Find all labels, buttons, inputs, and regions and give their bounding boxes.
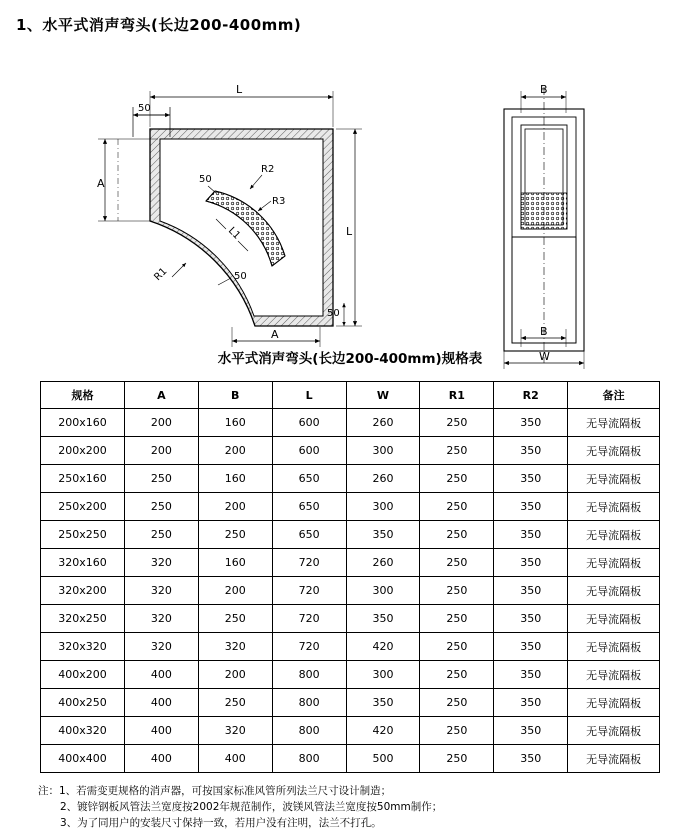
- cell-a: 400: [124, 745, 198, 773]
- cell-spec: 250x160: [41, 465, 125, 493]
- note-line: 3、为了同用户的安装尺寸保持一致，若用户没有注明，法兰不打孔。: [60, 817, 382, 829]
- cell-r1: 250: [420, 549, 494, 577]
- cell-r1: 250: [420, 745, 494, 773]
- cell-r1: 250: [420, 633, 494, 661]
- cell-r1: 250: [420, 521, 494, 549]
- cell-r2: 350: [494, 493, 568, 521]
- cell-r1: 250: [420, 409, 494, 437]
- table-row: [41, 549, 660, 577]
- cell-l: 650: [272, 465, 346, 493]
- note-line: 2、镀锌钢板风管法兰宽度按2002年规范制作，波镁风管法兰宽度按50mm制作；: [60, 801, 443, 813]
- svg-text:50: 50: [327, 308, 340, 319]
- cell-l: 800: [272, 661, 346, 689]
- cell-remark: 无导流隔板: [568, 521, 660, 549]
- cell-b: 200: [198, 577, 272, 605]
- cell-b: 250: [198, 689, 272, 717]
- cell-remark: 无导流隔板: [568, 689, 660, 717]
- cell-r2: 350: [494, 549, 568, 577]
- svg-text:W: W: [539, 350, 550, 363]
- svg-text:B: B: [540, 325, 548, 338]
- cell-l: 720: [272, 577, 346, 605]
- cell-l: 600: [272, 409, 346, 437]
- svg-text:R1: R1: [152, 265, 170, 284]
- cell-spec: 400x200: [41, 661, 125, 689]
- cell-spec: 250x200: [41, 493, 125, 521]
- cell-spec: 320x160: [41, 549, 125, 577]
- cell-remark: 无导流隔板: [568, 605, 660, 633]
- column-header: B: [198, 382, 272, 409]
- cell-remark: 无导流隔板: [568, 745, 660, 773]
- svg-text:L: L: [236, 83, 243, 96]
- cell-l: 650: [272, 493, 346, 521]
- table-row: [41, 409, 660, 437]
- cell-l: 600: [272, 437, 346, 465]
- cell-a: 250: [124, 465, 198, 493]
- column-header: 规格: [41, 382, 125, 409]
- cell-r1: 250: [420, 605, 494, 633]
- cell-remark: 无导流隔板: [568, 717, 660, 745]
- cell-spec: 320x250: [41, 605, 125, 633]
- column-header: L: [272, 382, 346, 409]
- cell-r2: 350: [494, 465, 568, 493]
- table-row: [41, 633, 660, 661]
- column-header: A: [124, 382, 198, 409]
- svg-text:A: A: [97, 177, 105, 190]
- cell-a: 320: [124, 633, 198, 661]
- cell-spec: 400x400: [41, 745, 125, 773]
- cell-spec: 400x320: [41, 717, 125, 745]
- cell-remark: 无导流隔板: [568, 409, 660, 437]
- table-row: [41, 437, 660, 465]
- cell-r1: 250: [420, 689, 494, 717]
- cell-l: 650: [272, 521, 346, 549]
- cell-a: 400: [124, 689, 198, 717]
- cell-w: 350: [346, 521, 420, 549]
- cell-remark: 无导流隔板: [568, 465, 660, 493]
- cell-spec: 400x250: [41, 689, 125, 717]
- cell-r1: 250: [420, 661, 494, 689]
- cell-l: 720: [272, 605, 346, 633]
- cell-a: 250: [124, 493, 198, 521]
- cell-w: 350: [346, 605, 420, 633]
- svg-text:R3: R3: [272, 196, 286, 207]
- cell-a: 200: [124, 437, 198, 465]
- cell-r1: 250: [420, 437, 494, 465]
- table-row: [41, 689, 660, 717]
- table-row: [41, 717, 660, 745]
- cell-spec: 250x250: [41, 521, 125, 549]
- cell-w: 300: [346, 577, 420, 605]
- cell-b: 320: [198, 633, 272, 661]
- column-header: R2: [494, 382, 568, 409]
- cell-b: 320: [198, 717, 272, 745]
- cell-w: 500: [346, 745, 420, 773]
- cell-w: 260: [346, 409, 420, 437]
- cell-a: 320: [124, 549, 198, 577]
- cell-remark: 无导流隔板: [568, 633, 660, 661]
- cell-w: 260: [346, 465, 420, 493]
- table-row: [41, 577, 660, 605]
- table-row: [41, 465, 660, 493]
- cell-w: 420: [346, 633, 420, 661]
- cell-w: 260: [346, 549, 420, 577]
- cell-w: 420: [346, 717, 420, 745]
- cell-r1: 250: [420, 465, 494, 493]
- cell-spec: 320x200: [41, 577, 125, 605]
- cell-w: 300: [346, 661, 420, 689]
- notes-block: [38, 783, 700, 831]
- cell-b: 160: [198, 465, 272, 493]
- column-header: W: [346, 382, 420, 409]
- cell-remark: 无导流隔板: [568, 577, 660, 605]
- cell-a: 320: [124, 577, 198, 605]
- svg-text:A: A: [271, 328, 279, 341]
- cell-b: 200: [198, 661, 272, 689]
- cell-l: 800: [272, 689, 346, 717]
- table-row: [41, 493, 660, 521]
- table-row: [41, 745, 660, 773]
- cell-l: 720: [272, 633, 346, 661]
- cell-w: 350: [346, 689, 420, 717]
- cell-l: 800: [272, 745, 346, 773]
- note-line: 注：1、若需变更规格的消声器，可按国家标准风管所列法兰尺寸设计制造；: [38, 785, 392, 797]
- cell-l: 800: [272, 717, 346, 745]
- table-row: [41, 661, 660, 689]
- table-row: [41, 521, 660, 549]
- svg-text:50: 50: [234, 271, 247, 282]
- cell-remark: 无导流隔板: [568, 493, 660, 521]
- svg-text:L: L: [346, 225, 353, 238]
- column-header: 备注: [568, 382, 660, 409]
- svg-text:L1: L1: [225, 225, 243, 242]
- cell-r2: 350: [494, 717, 568, 745]
- cell-a: 200: [124, 409, 198, 437]
- cell-r2: 350: [494, 661, 568, 689]
- cell-a: 320: [124, 605, 198, 633]
- cell-spec: 320x320: [41, 633, 125, 661]
- table-caption: 水平式消声弯头(长边200-400mm)规格表: [217, 351, 483, 367]
- cell-r2: 350: [494, 437, 568, 465]
- cell-b: 160: [198, 409, 272, 437]
- svg-text:50: 50: [199, 174, 212, 185]
- cell-spec: 200x160: [41, 409, 125, 437]
- cell-r2: 350: [494, 689, 568, 717]
- svg-text:R2: R2: [261, 164, 275, 175]
- cell-b: 160: [198, 549, 272, 577]
- cell-remark: 无导流隔板: [568, 549, 660, 577]
- cell-b: 400: [198, 745, 272, 773]
- cell-r1: 250: [420, 493, 494, 521]
- table-row: [41, 605, 660, 633]
- cell-r1: 250: [420, 577, 494, 605]
- page-title: 1、水平式消声弯头(长边200-400mm): [16, 16, 302, 34]
- cell-spec: 200x200: [41, 437, 125, 465]
- cell-remark: 无导流隔板: [568, 437, 660, 465]
- table-header-row: [41, 382, 660, 409]
- cell-r1: 250: [420, 717, 494, 745]
- cell-r2: 350: [494, 745, 568, 773]
- cell-r2: 350: [494, 577, 568, 605]
- cell-r2: 350: [494, 605, 568, 633]
- spec-table: [40, 381, 660, 773]
- cell-a: 400: [124, 661, 198, 689]
- cell-b: 200: [198, 437, 272, 465]
- cell-w: 300: [346, 437, 420, 465]
- cell-l: 720: [272, 549, 346, 577]
- cell-b: 250: [198, 605, 272, 633]
- svg-text:50: 50: [138, 103, 151, 114]
- cell-w: 300: [346, 493, 420, 521]
- cell-b: 250: [198, 521, 272, 549]
- cell-b: 200: [198, 493, 272, 521]
- column-header: R1: [420, 382, 494, 409]
- cell-r2: 350: [494, 409, 568, 437]
- cell-r2: 350: [494, 521, 568, 549]
- svg-text:B: B: [540, 83, 548, 96]
- cell-a: 400: [124, 717, 198, 745]
- cell-a: 250: [124, 521, 198, 549]
- cell-r2: 350: [494, 633, 568, 661]
- cell-remark: 无导流隔板: [568, 661, 660, 689]
